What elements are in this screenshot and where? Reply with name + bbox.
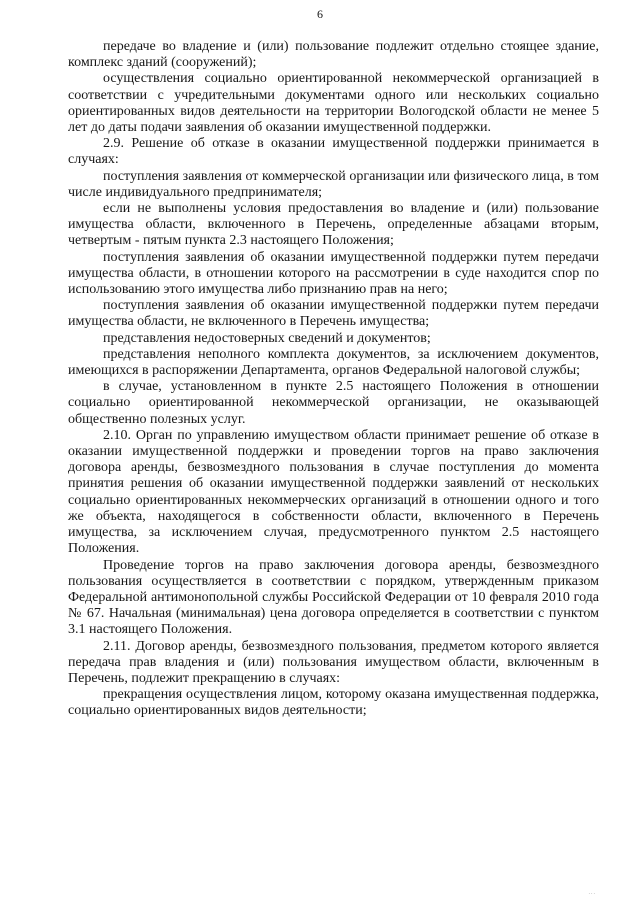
paragraph: в случае, установленном в пункте 2.5 настоящего Положения в отношении социально ориентированной некоммерческой организации, не оказывающей общественно полезных услуг. [68, 379, 599, 427]
document-body [68, 39, 599, 720]
paragraph: прекращения осуществления лицом, которому оказана имущественная поддержка, социально ориентированных видов деятельности; [68, 687, 599, 719]
paragraph: представления недостоверных сведений и документов; [103, 330, 431, 346]
clause-2-11: 2.11. Договор аренды, безвозмездного пользования, предметом которого является передача прав владения и (или) пользования имуществом области, включенным в Перечень, подлежит прекращению в случаях: [68, 638, 599, 686]
page-number: 6 [317, 7, 323, 21]
clause-2-10: 2.10. Орган по управлению имуществом области принимает решение об отказе в оказании имущественной поддержки и проведении торгов на право заключения договора аренды, безвозмездного пользования в случае поступления до момента принятия решения об оказании имущественной поддержки заявлений от нескольких социально ориентированных некоммерческих организаций в отношении одного и того же объекта, находящегося в собственности области, включенного в Перечень имущества, за исключением случая, предусмотренного пунктом 2.5 настоящего Положения. [68, 427, 599, 557]
paragraph: поступления заявления об оказании имущественной поддержки путем передачи имущества области, не включенного в Перечень имущества; [68, 298, 599, 330]
paragraph: Проведение торгов на право заключения договора аренды, безвозмездного пользования осуществляется в соответствии с порядком, утвержденным приказом Федеральной антимонопольной службы Российской Федерации от 10 февраля 2010 года № 67. Начальная (минимальная) цена договора определяется в соответствии с пунктом 3.1 настоящего Положения. [68, 557, 599, 638]
scan-mark: ... [588, 889, 596, 896]
paragraph: поступления заявления об оказании имущественной поддержки путем передачи имущества области, в отношении которого на рассмотрении в суде находится спор по использованию этого имущества либо признанию прав на него; [68, 249, 599, 298]
clause-2-9: 2.9. Решение об отказе в оказании имущественной поддержки принимается в случаях: [68, 136, 599, 168]
paragraph: передаче во владение и (или) пользование подлежит отдельно стоящее здание, комплекс зданий (сооружений); [68, 39, 599, 71]
paragraph: если не выполнены условия предоставления во владение и (или) пользование имущества области, включенного в Перечень, определенные абзацами вторым, четвертым - пятым пункта 2.3 настоящего Положения; [68, 201, 599, 249]
paragraph: поступления заявления от коммерческой организации или физического лица, в том числе индивидуального предпринимателя; [68, 168, 599, 200]
paragraph: представления неполного комплекта документов, за исключением документов, имеющихся в распоряжении Департамента, органов Федеральной налоговой службы; [68, 346, 599, 379]
paragraph: осуществления социально ориентированной некоммерческой организацией в соответствии с учредительными документами одного или нескольких социально ориентированных видов деятельности на территории Вологодской области не менее 5 лет до даты подачи заявления об оказании имущественной поддержки. [68, 71, 599, 136]
